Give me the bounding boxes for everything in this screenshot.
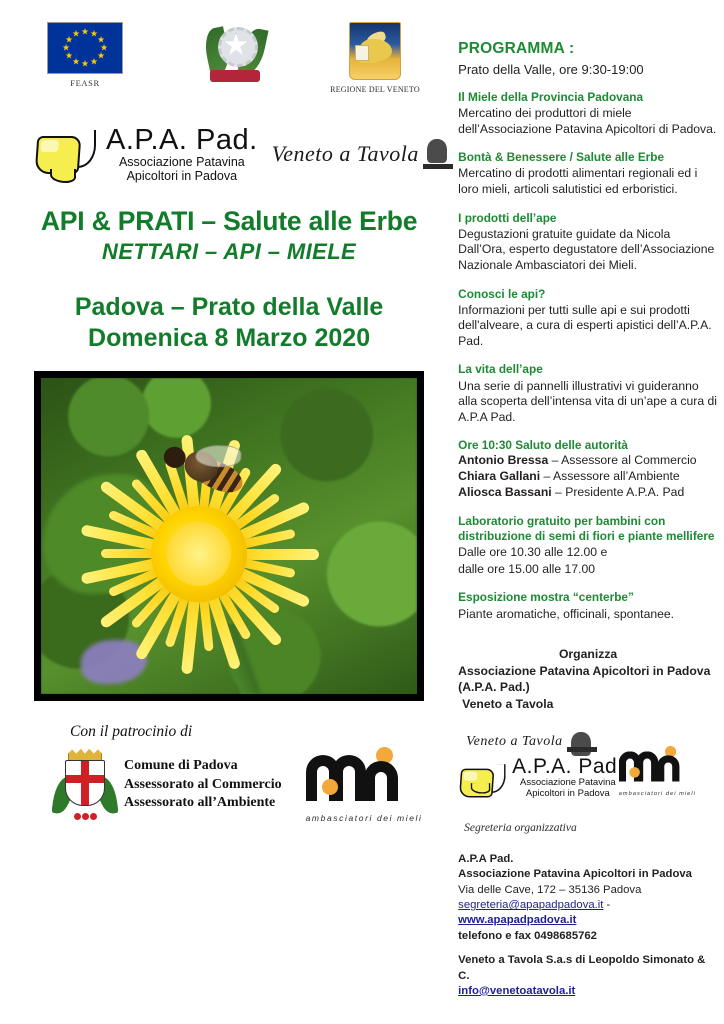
contact-vat-company: Veneto a Tavola S.a.s di Leopoldo Simonato & C.: [458, 954, 706, 982]
veneto-a-tavola-wordmark: Veneto a Tavola: [271, 141, 419, 166]
footer-honey-dipper-icon: [460, 763, 495, 792]
bee-on-dandelion-photo: [34, 371, 424, 701]
headline-location: Padova – Prato della Valle: [74, 293, 384, 321]
ambasciatori-dei-mieli-logo: [306, 747, 423, 823]
authorities-block: [458, 438, 718, 501]
laboratorio-hours-1: Dalle ore 10.30 alle 12.00 e: [458, 545, 608, 560]
programma-block-body: Degustazioni gratuite guidate da Nicola Dall’Ora, esperto degustatore dell’Associazione Nazionale Ambasciatori dei Mieli.: [458, 226, 715, 272]
laboratorio-block: [458, 514, 718, 577]
patrocinio-section: [0, 723, 458, 823]
footer-apa-subtitle-1: Associazione Patavina: [520, 777, 616, 789]
authorities-heading: Ore 10:30 Saluto delle autorità: [458, 438, 628, 453]
programma-block-heading: I prodotti dell’ape: [458, 210, 557, 225]
laboratorio-heading: Laboratorio gratuito per bambini con distribuzione di semi di fiori e piante mellifere: [458, 514, 715, 544]
esposizione-body: Piante aromatiche, officinali, spontanee.: [458, 606, 675, 621]
programma-block-heading: Conosci le api?: [458, 286, 546, 301]
organizza-line-3: Veneto a Tavola: [462, 696, 554, 711]
patrocinio-line-3: Assessorato all’Ambiente: [124, 795, 276, 811]
programma-block: [458, 211, 718, 274]
programma-block-heading: Bontà & Benessere / Salute alle Erbe: [458, 150, 665, 165]
programma-block-body: Una serie di pannelli illustrativi vi guideranno alla scoperta dell’intensa vita di un’ape a cura di A.P.A Pad.: [458, 378, 717, 424]
footer-ambasciatori-mark-icon: [619, 746, 685, 787]
esposizione-block: [458, 590, 718, 622]
programma-block: [458, 287, 718, 350]
footer-logos-cluster: [458, 730, 718, 842]
headline-line-2: NETTARI – API – MIELE: [102, 239, 357, 264]
eu-flag-icon: ★ ★ ★ ★ ★ ★ ★ ★ ★ ★ ★ ★: [47, 22, 123, 74]
organizza-line-2: (A.P.A. Pad.): [458, 680, 530, 695]
authority-person: [458, 485, 718, 501]
esposizione-heading: Esposizione mostra “centerbe”: [458, 590, 634, 605]
authority-person: [458, 453, 718, 469]
organizza-line-1: Associazione Patavina Apicoltori in Padova: [458, 663, 711, 678]
contact-email-separator: -: [603, 899, 611, 912]
authority-role: – Assessore al Commercio: [548, 453, 697, 468]
authority-name: Aliosca Bassani: [458, 485, 552, 500]
contact-address: Via delle Cave, 172 – 35136 Padova: [458, 883, 642, 896]
contact-apa-full: Associazione Patavina Apicoltori in Padova: [458, 868, 692, 881]
ambasciatori-mark-icon: [306, 747, 406, 809]
footer-apa-title: A.P.A. Pad.: [512, 755, 624, 779]
footer-veneto-a-tavola-logo: [466, 730, 588, 754]
regione-veneto-logo: [300, 22, 450, 94]
organizza-label: Organizza: [558, 647, 618, 662]
patrocinio-title: Con il patrocinio di: [70, 723, 193, 740]
programma-block: [458, 90, 718, 137]
institutional-logos-row: [0, 0, 458, 108]
organizza-block: [458, 646, 718, 712]
footer-apa-pad-logo: [460, 756, 623, 798]
footer-vat-figure-icon: [567, 730, 589, 754]
headline-line-1: API & PRATI – Salute alle Erbe: [40, 206, 418, 236]
repubblica-italiana-emblem: [170, 22, 300, 88]
comune-di-padova-crest-icon: [56, 748, 114, 822]
authority-name: Antonio Bressa: [458, 453, 549, 468]
programma-block-heading: Il Miele della Provincia Padovana: [458, 90, 644, 104]
veneto-a-tavola-logo: [272, 137, 453, 171]
footer-ambasciatori-caption: ambasciatori dei mieli: [618, 789, 696, 797]
apa-title: A.P.A. Pad.: [106, 124, 258, 156]
honey-dipper-icon: [36, 128, 98, 180]
authority-role: – Presidente A.P.A. Pad: [551, 485, 685, 500]
authority-name: Chiara Gallani: [458, 469, 541, 484]
apa-subtitle-1: Associazione Patavina: [118, 155, 245, 169]
authority-role: – Assessore all’Ambiente: [540, 469, 680, 484]
contact-email-link[interactable]: segreteria@apapadpadova.it: [458, 899, 604, 912]
veneto-a-tavola-figure-icon: [423, 137, 453, 171]
contact-phone: telefono e fax 0498685762: [458, 929, 597, 942]
programma-title: PROGRAMMA :: [458, 40, 575, 57]
feasr-caption: FEASR: [70, 78, 100, 88]
programma-block-heading: La vita dell’ape: [458, 362, 543, 377]
segreteria-label: Segreteria organizzativa: [464, 822, 577, 835]
footer-ambasciatori-logo: [619, 746, 696, 796]
patrocinio-line-1: Comune di Padova: [124, 757, 238, 773]
veneto-lion-icon: [349, 22, 401, 80]
apa-subtitle-2: Apicoltori in Padova: [126, 168, 238, 183]
headline-date: Domenica 8 Marzo 2020: [88, 324, 371, 352]
programma-block-body: Informazioni per tutti sulle api e sui prodotti dell'alveare, a cura di esperti apistici dell’A.P.A. Pad.: [458, 302, 712, 348]
programma-block-body: Mercatino di prodotti alimentari regionali ed i loro mieli, articoli salutistici ed erboristici.: [458, 166, 698, 197]
contacts-block: [458, 852, 718, 999]
footer-apa-subtitle-2: Apicoltori in Padova: [525, 787, 610, 799]
contact-website-link[interactable]: www.apapadpadova.it: [458, 914, 577, 927]
laboratorio-hours-2: dalle ore 15.00 alle 17.00: [458, 561, 596, 576]
regione-veneto-caption: REGIONE DEL VENETO: [330, 85, 420, 94]
programma-block: [458, 362, 718, 425]
patrocinio-line-2: Assessorato al Commercio: [124, 776, 282, 792]
ambasciatori-caption: ambasciatori dei mieli: [305, 813, 423, 823]
italian-republic-icon: [204, 22, 266, 88]
organizer-logos-row: [0, 108, 458, 200]
contact-vat-email-link[interactable]: info@venetoatavola.it: [458, 984, 576, 997]
apa-pad-logo: [36, 126, 258, 182]
right-column: [458, 0, 724, 1024]
eu-feasr-logo: [0, 22, 170, 88]
poster-headline: [0, 200, 458, 353]
contact-apa-short: A.P.A Pad.: [458, 853, 514, 866]
programma-block: [458, 150, 718, 197]
programma-subtitle: Prato della Valle, ore 9:30-19:00: [458, 62, 644, 77]
footer-vat-wordmark: Veneto a Tavola: [466, 734, 563, 750]
programma-block-body: Mercatino dei produttori di miele dell’Associazione Patavina Apicoltori di Padova.: [458, 106, 717, 136]
authority-person: [458, 469, 718, 485]
